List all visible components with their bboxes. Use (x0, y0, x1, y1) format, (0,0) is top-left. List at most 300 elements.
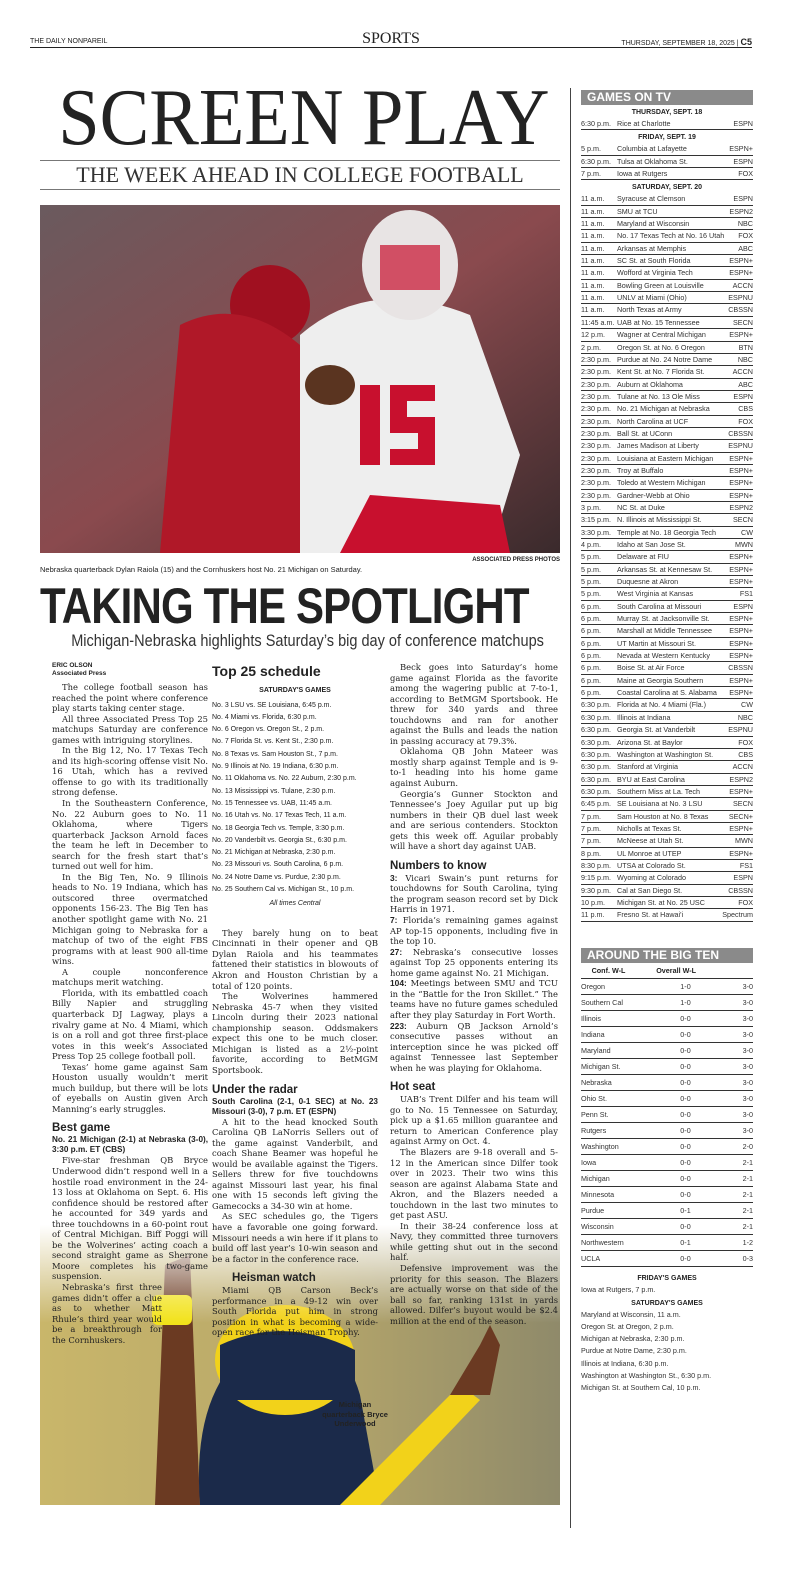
number-text: Meetings between SMU and TCU in the “Battle for the Iron Skillet.” The teams have no future games scheduled after they play Saturday in Fort Worth. (390, 978, 558, 1020)
agency: Associated Press (52, 670, 107, 677)
tv-row (581, 118, 753, 130)
standings-row (581, 1075, 753, 1091)
game-time: 2 p.m. (581, 342, 601, 352)
standings-row (581, 1043, 753, 1059)
numbers-list (390, 873, 558, 1073)
number-text: Nebraska’s consecutive losses against Top 25 opponents entering its home game against No. 21 Michigan. (390, 946, 558, 978)
bigten-header (581, 963, 753, 979)
game-network: ABC (738, 379, 753, 389)
game-time: 2:30 p.m. (581, 379, 611, 389)
game-time: 6:30 p.m. (581, 737, 611, 747)
paragraph: Georgia’s Gunner Stockton and Tennessee’s Joey Aguilar put up big numbers in their QB duel last week and are serious contenders. Stockton gets this week off. Aguilar probably will have a short day against UAB. (390, 788, 558, 852)
page-number: C5 (740, 37, 752, 47)
tv-row (581, 823, 753, 835)
game-network: ESPN+ (729, 688, 753, 698)
team-name: Maryland (581, 1045, 611, 1055)
game-line: Maryland at Wisconsin, 11 a.m. (581, 1309, 681, 1319)
top25-game: No. 13 Mississippi vs. Tulane, 2:30 p.m. (212, 787, 336, 795)
conf-record: 0-0 (680, 1029, 691, 1039)
paragraph: Oklahoma QB John Mateer was mostly sharp against Temple and is 9-to-1 heading into his home game against Auburn. (390, 746, 558, 789)
game-matchup: Stanford at Virginia (617, 762, 678, 772)
game-network: FS1 (739, 860, 753, 870)
paper-name: THE DAILY NONPAREIL (30, 38, 108, 45)
number-value: 104: (390, 978, 407, 989)
number-value: 27: (390, 946, 403, 957)
tv-row (581, 551, 753, 563)
game-matchup: Arkansas at Memphis (617, 243, 687, 253)
game-network: CW (741, 527, 753, 537)
game-matchup: Arizona St. at Baylor (617, 737, 683, 747)
number-text: Vicari Swain’s punt returns for touchdowns for South Carolina, tying the program season record set by Dick Harris in 1971. (390, 872, 558, 915)
standings-row (581, 1091, 753, 1107)
game-network: ESPN+ (729, 626, 753, 636)
game-matchup: Washington at Washington St. (617, 749, 714, 759)
best-game-heading: Best game (52, 1122, 111, 1135)
conf-record: 0-0 (680, 1109, 691, 1119)
game-matchup: West Virginia at Kansas (617, 589, 694, 599)
game-network: ACCN (732, 762, 753, 772)
game-matchup: South Carolina at Missouri (617, 601, 702, 611)
overall-record: 3-0 (742, 1013, 753, 1023)
number-item (390, 978, 558, 1020)
article-column-3 (390, 662, 558, 1326)
top25-list (212, 700, 378, 897)
number-item (390, 1021, 558, 1074)
tv-row (581, 143, 753, 155)
team-name: Iowa (581, 1157, 597, 1167)
game-matchup: Tulsa at Oklahoma St. (617, 156, 688, 166)
tv-row (581, 465, 753, 477)
game-time: 2:30 p.m. (581, 367, 611, 377)
conf-record: 0-0 (680, 1061, 691, 1071)
game-time: 10 p.m. (581, 897, 605, 907)
game-matchup: Bowling Green at Louisville (617, 280, 704, 290)
hero-photo (40, 205, 560, 553)
tv-row (581, 625, 753, 637)
game-time: 11 a.m. (581, 305, 605, 315)
overall-record: 3-0 (742, 1093, 753, 1103)
game-matchup: SMU at TCU (617, 206, 658, 216)
tv-row (581, 798, 753, 810)
game-network: SECN (733, 515, 753, 525)
game-network: CW (741, 700, 753, 710)
game-matchup: Auburn at Oklahoma (617, 379, 683, 389)
game-line: Michigan at Nebraska, 2:30 p.m. (581, 1334, 685, 1344)
game-time: 6 p.m. (581, 651, 601, 661)
tv-row (581, 502, 753, 514)
top25-game: No. 3 LSU vs. SE Louisiana, 6:45 p.m. (212, 701, 332, 709)
number-item (390, 873, 558, 915)
overall-record: 2-1 (742, 1189, 753, 1199)
game-network: ESPN+ (729, 564, 753, 574)
overall-record: 3-0 (742, 1045, 753, 1055)
team-name: Penn St. (581, 1109, 609, 1119)
page-header (30, 30, 752, 48)
game-time: 7 p.m. (581, 169, 601, 179)
game-network: NBC (737, 354, 753, 364)
game-network: NBC (737, 219, 753, 229)
tv-row (581, 193, 753, 205)
paragraph: In the Big 12, No. 17 Texas Tech and its high-scoring offense visit No. 16 Utah, which has a revived offense to go with its traditionally strong defense. (52, 745, 208, 798)
tv-row (581, 156, 753, 168)
game-matchup: UTSA at Colorado St. (617, 860, 686, 870)
game-matchup: Marshall at Middle Tennessee (617, 626, 712, 636)
top25-game: No. 6 Oregon vs. Oregon St., 2 p.m. (212, 726, 325, 734)
team-name: Minnesota (581, 1189, 615, 1199)
standings-row (581, 1155, 753, 1171)
tv-row (581, 218, 753, 230)
game-matchup: Maryland at Wisconsin (617, 219, 690, 229)
game-network: CBS (738, 749, 753, 759)
tv-row (581, 601, 753, 613)
game-time: 11 a.m. (581, 243, 605, 253)
game-matchup: Southern Miss at La. Tech (617, 786, 700, 796)
game-time: 6:30 p.m. (581, 762, 611, 772)
game-network: CBS (738, 404, 753, 414)
game-matchup: Louisiana at Eastern Michigan (617, 453, 714, 463)
conf-record: 1-0 (680, 997, 691, 1007)
game-network: ESPN (733, 194, 753, 204)
tv-row (581, 230, 753, 242)
tv-row (581, 885, 753, 897)
game-time: 6 p.m. (581, 638, 601, 648)
tv-row (581, 835, 753, 847)
tv-row (581, 514, 753, 526)
game-network: ESPNU (728, 293, 753, 303)
game-network: ESPN+ (729, 638, 753, 648)
game-time: 7 p.m. (581, 823, 601, 833)
game-network: ESPN (733, 601, 753, 611)
game-network: ESPN+ (729, 786, 753, 796)
game-matchup: Illinois at Indiana (617, 712, 671, 722)
game-network: Spectrum (722, 910, 753, 920)
byline: ERIC OLSON (52, 662, 93, 669)
overall-record: 2-0 (742, 1141, 753, 1151)
game-time: 6:30 p.m. (581, 725, 611, 735)
team-name: Indiana (581, 1029, 605, 1039)
conf-record: 0-0 (680, 1125, 691, 1135)
game-matchup: NC St. at Duke (617, 502, 665, 512)
conf-record: 0-0 (680, 1157, 691, 1167)
game-matchup: Michigan St. at No. 25 USC (617, 897, 705, 907)
friday-games-head: FRIDAY'S GAMES (637, 1274, 697, 1282)
hot-seat-heading: Hot seat (390, 1081, 436, 1094)
game-network: ESPN+ (729, 478, 753, 488)
tv-row (581, 613, 753, 625)
hot-seat-body (390, 1094, 558, 1326)
paragraph: In the Big Ten, No. 9 Illinois heads to No. 19 Indiana, which has outscored three overmatched opponents 156-23. The Big Ten has another spotlight game with No. 21 Michigan going to Nebraska for a matchup of two of the eight FBS programs with at least 900 all-time wins. (52, 871, 208, 967)
col-overall: Overall W-L (656, 965, 696, 975)
column-divider (570, 88, 571, 1528)
tv-row (581, 699, 753, 711)
tv-row (581, 662, 753, 674)
paragraph: A couple nonconference matchups merit watching. (52, 966, 208, 988)
game-network: MWN (735, 540, 753, 549)
article-intro (52, 682, 208, 1114)
game-time: 6:45 p.m. (581, 799, 611, 809)
paragraph: As SEC schedules go, the Tigers have a favorable one going forward. Missouri needs a win here if it plans to build off last year’s 10-win season and be a factor in the conference race. (212, 1211, 378, 1264)
tv-row (581, 675, 753, 687)
paragraph: They barely hung on to beat Cincinnati in their opener and QB Dylan Raiola and his teammates fattened their statistics in blowouts of Akron and Houston Christian by a total of 120 points. (212, 927, 378, 991)
game-time: 11 a.m. (581, 268, 605, 278)
team-name: Illinois (581, 1013, 601, 1023)
game-time: 2:30 p.m. (581, 354, 611, 364)
overall-record: 2-1 (742, 1157, 753, 1167)
tv-row (581, 872, 753, 884)
paragraph: UAB’s Trent Dilfer and his team will go to No. 15 Tennessee on Saturday, pick up a $1.65 million guarantee and return to American Conference play against Army on Oct. 4. (390, 1094, 558, 1147)
game-matchup: SE Louisiana at No. 3 LSU (617, 799, 703, 809)
game-matchup: Wofford at Virginia Tech (617, 268, 693, 278)
paragraph: Beck goes into Saturday’s home game against Florida as the favorite among the wagering public at 7-to-1, according to BetMGM Sportsbook. He threw for 340 yards and three touchdowns and ran for another against the Bulls and leads the nation in passing accuracy at 79.3%. (390, 662, 558, 746)
conf-record: 0-0 (680, 1093, 691, 1103)
conf-record: 0-0 (680, 1173, 691, 1183)
paragraph: A hit to the head knocked South Carolina QB LaNorris Sellers out of the game against Vanderbilt, and coach Shane Beamer was hopeful he would be available against the Tigers. Sellers threw for five touchdowns against Missouri last year, his final one with 15 seconds left giving the Gamecocks a 34-30 win at home. (212, 1116, 378, 1211)
game-network: NBC (737, 712, 753, 722)
game-matchup: Ball St. at UConn (617, 428, 673, 438)
game-matchup: Murray St. at Jacksonville St. (617, 614, 710, 624)
dateline: THURSDAY, SEPTEMBER 18, 2025 | C5 (621, 37, 752, 47)
game-matchup: North Texas at Army (617, 305, 682, 315)
tv-row (581, 168, 753, 180)
section-name: SPORTS (362, 30, 420, 47)
tv-row (581, 403, 753, 415)
game-time: 2:30 p.m. (581, 453, 611, 463)
article-column-1 (52, 662, 208, 1345)
top25-game: No. 18 Georgia Tech vs. Temple, 3:30 p.m. (212, 824, 345, 832)
friday-games (581, 1284, 753, 1296)
game-time: 11 a.m. (581, 293, 605, 303)
game-network: ESPN (733, 156, 753, 166)
game-network: CBSSN (728, 428, 753, 438)
game-time: 2:30 p.m. (581, 404, 611, 414)
game-matchup: Delaware at FIU (617, 552, 669, 562)
game-time: 5 p.m. (581, 589, 601, 599)
tv-row (581, 737, 753, 749)
saturday-games-head: SATURDAY'S GAMES (631, 1299, 703, 1307)
tv-row (581, 416, 753, 428)
game-matchup: Purdue at No. 24 Notre Dame (617, 354, 713, 364)
number-item (390, 947, 558, 979)
game-network: ESPN+ (729, 552, 753, 562)
conf-record: 1-0 (680, 981, 691, 991)
game-network: BTN (738, 342, 753, 352)
game-line: Iowa at Rutgers, 7 p.m. (581, 1284, 656, 1294)
game-network: ACCN (732, 367, 753, 377)
tv-row (581, 687, 753, 699)
best-game-subhead: No. 21 Michigan (2-1) at Nebraska (3-0), 3:30 p.m. ET (CBS) (52, 1135, 208, 1155)
overall-record: 3-0 (742, 1029, 753, 1039)
paragraph: The Blazers are 9-18 overall and 5-12 in the American since Dilfer took over in 2023. Their two wins this season are against Alabama State and Akron, and the Blazers needed a touchdown in the last two minutes to get past ASU. (390, 1146, 558, 1221)
game-matchup: Gardner-Webb at Ohio (617, 490, 690, 500)
tv-row (581, 366, 753, 378)
number-value: 223: (390, 1020, 407, 1031)
number-item (390, 915, 558, 947)
standings-row (581, 1219, 753, 1235)
game-matchup: Oregon St. at No. 6 Oregon (617, 342, 705, 352)
overall-record: 3-0 (742, 1061, 753, 1071)
team-name: Washington (581, 1141, 619, 1151)
saturday-games (581, 1309, 753, 1394)
game-time: 11 a.m. (581, 219, 605, 229)
top25-schedule (212, 662, 378, 910)
paragraph: Nebraska’s first three games didn’t offer a clue as to whether Matt Rhule’s third year would be a breakthrough for the Cornhuskers. (52, 1281, 162, 1345)
game-network: SECN (733, 317, 753, 327)
tv-title: GAMES ON TV (581, 90, 753, 105)
conf-record: 0-0 (680, 1189, 691, 1199)
top25-game: No. 9 Illinois at No. 19 Indiana, 6:30 p.m. (212, 763, 339, 771)
tv-row (581, 304, 753, 316)
overall-record: 1-2 (742, 1237, 753, 1247)
paragraph: The Wolverines hammered Nebraska 45-7 when they visited Lincoln during their 2023 national championship season. Oddsmakers expect this one to be much closer. Michigan is listed as a 2½-point favorite, according to BetMGM Sportsbook. (212, 991, 378, 1075)
standings-row (581, 1203, 753, 1219)
bigten-title: AROUND THE BIG TEN (581, 948, 753, 963)
numbers-heading: Numbers to know (390, 859, 487, 872)
game-matchup: Duquesne at Akron (617, 577, 679, 587)
game-network: ESPN (733, 119, 753, 128)
standings-row (581, 1123, 753, 1139)
bigten-standings (581, 979, 753, 1267)
game-time: 5 p.m. (581, 552, 601, 562)
standings-row (581, 1139, 753, 1155)
game-network: ESPN+ (729, 144, 753, 154)
game-line: Illinois at Indiana, 6:30 p.m. (581, 1358, 669, 1368)
game-matchup: Boise St. at Air Force (617, 663, 685, 673)
deck: Michigan-Nebraska highlights Saturday’s big day of conference matchups (71, 632, 544, 650)
overall-record: 2-1 (742, 1205, 753, 1215)
game-time: 3:15 p.m. (581, 515, 611, 525)
game-matchup: Iowa at Rutgers (617, 169, 668, 179)
date: THURSDAY, SEPTEMBER 18, 2025 (621, 40, 735, 47)
game-network: ACCN (732, 280, 753, 290)
photo-credit: ASSOCIATED PRESS PHOTOS (472, 557, 560, 563)
conf-record: 0-0 (680, 1045, 691, 1055)
tv-row (581, 255, 753, 267)
tv-row (581, 564, 753, 576)
game-time: 11 a.m. (581, 231, 605, 241)
game-matchup: Florida at No. 4 Miami (Fla.) (617, 700, 707, 710)
tv-row (581, 749, 753, 761)
top25-game: No. 15 Tennessee vs. UAB, 11:45 a.m. (212, 799, 332, 807)
game-time: 11 a.m. (581, 194, 605, 204)
top25-game: No. 11 Oklahoma vs. No. 22 Auburn, 2:30 p.m. (212, 775, 357, 783)
game-time: 9:15 p.m. (581, 873, 611, 883)
game-matchup: Cal at San Diego St. (617, 885, 683, 895)
paragraph: All three Associated Press Top 25 matchups Saturday are conference games with intriguing storylines. (52, 713, 208, 745)
col-conf: Conf. W-L (591, 965, 626, 975)
standings-row (581, 995, 753, 1011)
game-line: Washington at Washington St., 6:30 p.m. (581, 1370, 712, 1380)
tv-row (581, 317, 753, 329)
game-network: ESPN+ (729, 268, 753, 278)
game-matchup: Rice at Charlotte (617, 119, 671, 128)
tv-row (581, 342, 753, 354)
game-matchup: Nicholls at Texas St. (617, 823, 682, 833)
game-network: FOX (738, 169, 753, 179)
game-matchup: Fresno St. at Hawai'i (617, 910, 684, 920)
tv-row (581, 712, 753, 724)
top25-game: No. 8 Texas vs. Sam Houston St., 7 p.m. (212, 750, 338, 758)
game-time: 2:30 p.m. (581, 490, 611, 500)
game-matchup: Nevada at Western Kentucky (617, 651, 710, 661)
game-matchup: Tulane at No. 13 Ole Miss (617, 391, 700, 401)
game-network: ESPN2 (729, 206, 753, 216)
heisman-heading: Heisman watch (232, 1272, 316, 1285)
game-network: ESPN+ (729, 256, 753, 266)
game-matchup: Wyoming at Colorado (617, 873, 687, 883)
team-name: Oregon (581, 981, 605, 991)
game-line: Oregon St. at Oregon, 2 p.m. (581, 1322, 674, 1332)
game-matchup: Columbia at Lafayette (617, 144, 687, 154)
tv-row (581, 477, 753, 489)
radar-subhead: South Carolina (2-1, 0-1 SEC) at No. 23 Missouri (3-0), 7 p.m. ET (ESPN) (212, 1096, 378, 1116)
game-matchup: Coastal Carolina at S. Alabama (617, 688, 717, 698)
game-network: ESPN+ (729, 651, 753, 661)
standings-row (581, 1171, 753, 1187)
tv-row (581, 650, 753, 662)
tv-row (581, 292, 753, 304)
overall-record: 3-0 (742, 1125, 753, 1135)
team-name: Michigan (581, 1173, 610, 1183)
game-time: 8:30 p.m. (581, 860, 611, 870)
tv-listings (581, 107, 753, 922)
top25-game: No. 20 Vanderbilt vs. Georgia St., 6:30 p.m. (212, 836, 347, 844)
game-time: 6 p.m. (581, 688, 601, 698)
paragraph: Defensive improvement was the priority for this season. The Blazers are actually worse on that side of the ball so far, ranking 131st in yards allowed. Dilfer’s buyout would be $2.4 million at the end of the season. (390, 1262, 558, 1326)
game-matchup: North Carolina at UCF (617, 416, 689, 426)
overall-record: 3-0 (742, 1077, 753, 1087)
game-time: 5 p.m. (581, 564, 601, 574)
number-text: Auburn QB Jackson Arnold’s consecutive passes without an interception since he was picked off against Tennessee last September when he was playing for Oklahoma. (390, 1020, 558, 1073)
team-name: Rutgers (581, 1125, 607, 1135)
top25-game: No. 4 Miami vs. Florida, 6:30 p.m. (212, 713, 317, 721)
number-value: 7: (390, 915, 398, 926)
game-network: ESPN+ (729, 577, 753, 587)
game-line: Michigan St. at Southern Cal, 10 p.m. (581, 1383, 701, 1393)
game-time: 5 p.m. (581, 577, 601, 587)
game-time: 2:30 p.m. (581, 478, 611, 488)
conf-record: 0-1 (680, 1237, 691, 1247)
game-time: 7 p.m. (581, 836, 601, 846)
game-network: ESPN+ (729, 823, 753, 833)
standings-row (581, 1011, 753, 1027)
game-time: 6 p.m. (581, 601, 601, 611)
game-network: FOX (738, 231, 753, 241)
game-network: ESPN+ (729, 675, 753, 685)
tv-row (581, 354, 753, 366)
game-network: ESPN+ (729, 490, 753, 500)
tv-row (581, 909, 753, 921)
paragraph: In their 38-24 conference loss at Navy, they committed three turnovers while getting shut out in the second half. (390, 1220, 558, 1263)
top25-game: No. 24 Notre Dame vs. Purdue, 2:30 p.m. (212, 873, 341, 881)
game-time: 2:30 p.m. (581, 441, 611, 451)
game-matchup: Kent St. at No. 7 Florida St. (617, 367, 705, 377)
game-time: 11:45 a.m. (581, 317, 615, 327)
tv-row (581, 206, 753, 218)
team-name: Purdue (581, 1205, 605, 1215)
sidebar (581, 90, 753, 1394)
tv-row (581, 576, 753, 588)
game-time: 6 p.m. (581, 675, 601, 685)
game-matchup: James Madison at Liberty (617, 441, 699, 451)
tv-row (581, 848, 753, 860)
overall-record: 3-0 (742, 981, 753, 991)
top25-footer: All times Central (269, 900, 321, 908)
tv-row (581, 428, 753, 440)
paragraph: Five-star freshman QB Bryce Underwood didn’t respond well in a hostile road environment in the 24-13 loss at Oklahoma on Sept. 6. His confidence should be restored after he accounted for 349 yards and three touchdowns in a 60-point rout of Central Michigan. Biff Poggi will be the Wolverines’ acting coach a second straight game as Sherrone Moore completes his two-game suspension. (52, 1155, 208, 1282)
standings-row (581, 1107, 753, 1123)
game-network: ABC (738, 243, 753, 253)
game-network: FOX (738, 897, 753, 907)
